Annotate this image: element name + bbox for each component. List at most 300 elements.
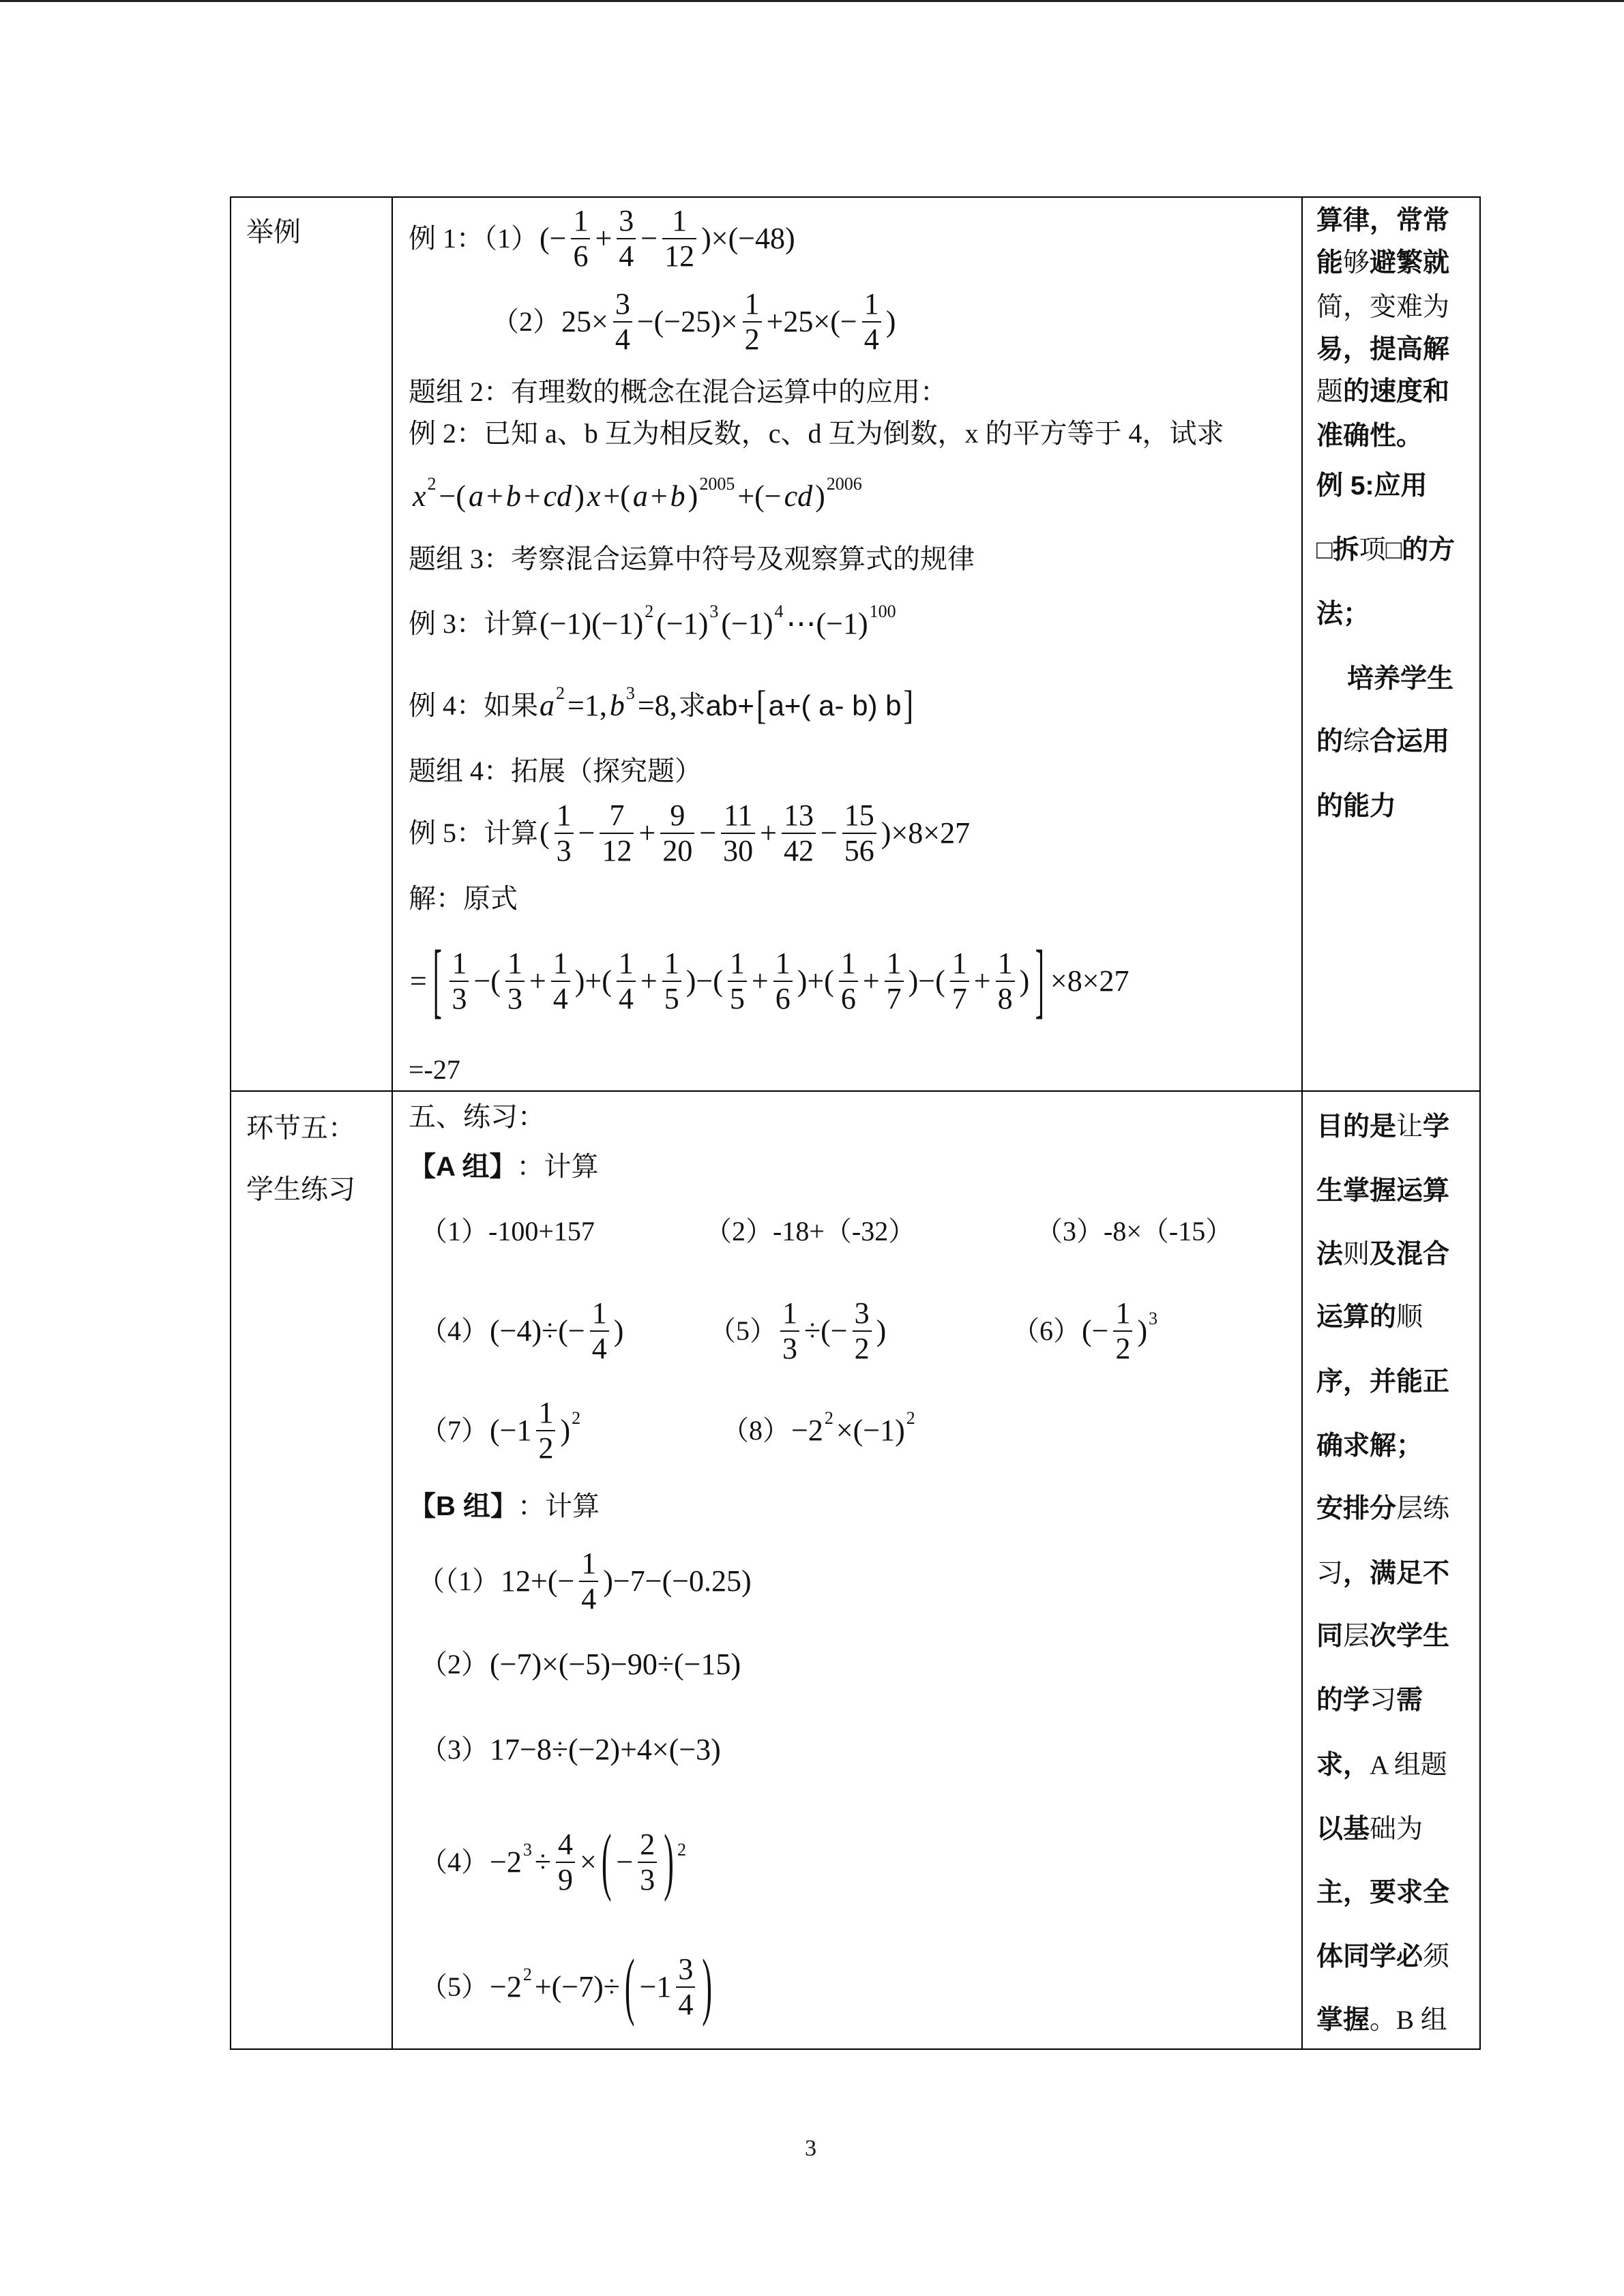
math-text: + [486,479,503,513]
group-2-title [409,377,947,407]
note-text: 算律，常常 [1316,206,1450,235]
note-line [1316,528,1455,567]
math-text-sans: ab+ [705,689,754,721]
note-text: 避繁就 [1370,248,1450,278]
note-text: 的学 [1316,1686,1370,1715]
math-text: )×(−48) [701,221,795,255]
fraction [849,1298,875,1364]
note-text: 求， [1316,1750,1370,1780]
math-variable: cd [543,479,572,513]
math-text: =8, [637,688,677,722]
fraction-denominator: 3 [556,834,572,867]
note-line [1316,1744,1447,1782]
exponent: 2 [427,473,437,494]
large-parenthesis: ) [702,1944,713,2028]
text-run: （4） [420,1315,488,1346]
note-line [1316,1935,1449,1973]
note-text: 综 [1343,727,1370,756]
math-text-sans: a+( a- b) b [768,689,902,721]
note-text: 以基 [1316,1815,1370,1844]
group-4-title [409,756,702,786]
group-a-label: 【A 组】 [409,1152,517,1182]
fraction-denominator: 8 [997,982,1013,1015]
math-text: −2 [791,1413,823,1447]
exercise-a7 [420,1398,582,1463]
fraction-numerator: 1 [552,946,568,980]
text-run: （5） [420,1971,488,2002]
fraction [533,1398,559,1463]
math-text: )−( [685,964,723,998]
solution-result [409,1055,460,1085]
math-text: ×8×27 [1050,964,1130,998]
example-3 [409,601,898,640]
fraction-denominator: 5 [664,982,679,1015]
note-text: 题 [1316,377,1344,406]
note-text: ，满足不 [1343,1559,1450,1588]
note-text: 生掌握运算 [1316,1176,1450,1206]
note-text: 需 [1396,1686,1423,1715]
note-text: 的方 [1402,535,1456,565]
math-text: 12+(− [501,1564,575,1598]
math-text: ÷ [534,1845,551,1879]
note-text: 项 [1359,535,1386,565]
group-a-title [409,1152,599,1182]
fraction [778,801,819,866]
exercise-a1 [420,1217,595,1247]
note-text: 简，变难为 [1316,293,1450,322]
math-text: + [862,964,880,998]
text-run: 例 2：已知 a、b 互为相反数，c、d 互为倒数，x 的平方等于 4，试求 [409,418,1224,449]
fraction-numerator: 1 [863,287,879,320]
math-text: ÷(− [804,1313,848,1347]
exercise-a4 [420,1298,625,1364]
math-text: ) [1137,1313,1148,1347]
note-text: 让 [1396,1112,1423,1142]
fraction [657,801,698,866]
math-text: ) [574,479,585,513]
text-run: （2） [492,306,560,337]
note-line [1316,415,1423,453]
note-text: 学 [1423,1112,1450,1142]
math-text: (−1)(−1) [540,606,644,640]
math-variable: cd [784,479,813,513]
note-line [1316,241,1449,280]
math-text: )+( [797,964,834,998]
fraction-denominator: 3 [782,1332,797,1365]
text-run: 求 [678,689,706,721]
fraction-numerator: 1 [618,946,634,980]
fraction-numerator: 3 [678,1952,694,1986]
fraction [777,1298,803,1364]
exponent: 2 [645,601,654,621]
fraction-denominator: 4 [619,239,634,273]
large-bracket: ] [1035,933,1045,1027]
note-text: 习 [1370,1686,1397,1715]
fraction-numerator: 15 [844,799,874,832]
exponent: 3 [1149,1308,1158,1328]
fraction-denominator: 6 [573,239,589,273]
fraction-numerator: 1 [951,946,967,980]
note-line [1316,1871,1449,1909]
large-bracket: [ [432,933,442,1027]
math-variable: b [609,688,625,722]
solution-label [409,884,518,914]
note-line [1316,286,1449,324]
fraction-denominator: 7 [951,982,967,1015]
fraction [947,946,973,1015]
page-number: 3 [805,2136,816,2161]
math-text: −2 [490,1969,522,2003]
exercise-b4 [420,1819,688,1903]
fraction [567,206,593,271]
math-variable: b [670,479,685,513]
math-text: −( [473,964,501,998]
text-run: =-27 [409,1054,460,1085]
fraction [724,946,750,1015]
math-text: + [751,964,769,998]
fraction-numerator: 1 [886,946,902,980]
row-divider [230,1090,1481,1092]
exercise-b1 [417,1549,753,1614]
math-variable: b [505,479,521,513]
exercise-a5 [709,1298,887,1364]
fraction [992,946,1018,1015]
note-text: 拆 [1332,535,1359,565]
fraction [859,289,885,355]
fraction-numerator: 3 [619,204,634,237]
exponent: 2 [572,1407,581,1428]
row1-section-label: 举例 [246,216,301,248]
fraction [659,946,685,1015]
fraction-denominator: 20 [662,834,693,867]
exponent: 2 [556,683,565,703]
note-text: 运算的 [1316,1302,1397,1332]
exponent: 3 [709,601,719,621]
fraction [770,946,796,1015]
exercise-a3 [1035,1217,1232,1247]
practice-heading [409,1102,545,1132]
fraction-numerator: 11 [723,799,753,832]
fraction-denominator: 3 [640,1863,655,1896]
math-text: + [529,964,546,998]
fraction [613,946,639,1015]
note-text: 合运用 [1370,727,1450,756]
note-text: 例 5:应用 [1316,471,1428,501]
note-line [1316,370,1449,408]
column-divider-1 [392,196,393,2050]
math-text: +( [603,479,630,513]
fraction-denominator: 56 [844,834,874,867]
exponent: 2 [824,1407,833,1428]
example-2-expression [411,473,863,513]
practice-heading-text: 五、练习： [409,1101,545,1132]
exercise-a6 [1012,1298,1159,1364]
large-bracket: ] [903,682,914,728]
fraction-denominator: 12 [602,834,632,867]
page-top-edge [0,0,1624,2]
text-run: 题组 2：有理数的概念在混合运算中的应用： [409,376,947,407]
note-text: 法； [1316,599,1370,629]
text-run: （5） [709,1315,777,1346]
fraction-numerator: 1 [997,946,1013,980]
fraction-denominator: 4 [591,1332,607,1365]
fraction [576,1549,602,1614]
note-text: 序，并能正 [1316,1367,1450,1397]
fraction [613,206,639,271]
fraction-denominator: 7 [886,982,902,1015]
math-text: + [760,816,777,850]
fraction-numerator: 1 [1115,1296,1131,1330]
note-text: 的速度和 [1343,377,1450,406]
text-run: （8） [722,1414,790,1446]
note-line [1316,328,1449,366]
text-run: 例 1：（1） [409,223,538,254]
solution-step-1 [409,933,1131,1027]
note-text: 目的是 [1316,1112,1397,1142]
note-text: 安排分 [1316,1494,1397,1523]
large-parenthesis: ( [624,1944,635,2028]
note-line [1316,464,1428,503]
fraction [587,1298,612,1364]
note-line [1316,199,1449,237]
large-parenthesis: ( [601,1819,612,1903]
math-text: (−7)×(−5)−90÷(−15) [490,1647,741,1681]
note-line [1316,1487,1449,1525]
math-text: −(−25)× [636,304,738,338]
math-text: )−7−(−0.25) [603,1564,752,1598]
fraction [1110,1298,1136,1364]
note-text: 层练 [1396,1494,1450,1523]
math-text: − [640,221,658,255]
fraction-denominator: 2 [744,323,760,356]
math-text: (− [540,221,567,255]
exercise-a2 [705,1217,915,1247]
note-text: 础为 [1370,1815,1423,1844]
math-text: ⋯(−1) [786,606,868,640]
math-text: − [578,816,595,850]
fraction-numerator: 1 [729,946,745,980]
note-line [1316,1169,1449,1208]
note-line [1316,1808,1423,1846]
note-line [1316,785,1396,823]
example-2-statement [409,419,1224,449]
fraction-denominator: 12 [664,239,695,273]
fraction-denominator: 6 [775,982,791,1015]
note-text: 次学生 [1370,1622,1450,1651]
note-line [1316,1679,1423,1717]
fraction-numerator: 1 [538,1396,554,1429]
text-run: 解：原式 [409,883,518,914]
math-text: + [638,816,656,850]
note-line [1316,1615,1449,1653]
math-variable: a [632,479,648,513]
exercise-b2 [420,1648,742,1681]
note-text: 的 [1316,727,1344,756]
fraction [839,801,880,866]
note-text: 。B 组 [1370,2006,1447,2035]
fraction-numerator: 1 [573,204,589,237]
note-text: 同 [1316,1622,1344,1651]
math-text: × [579,1845,597,1879]
text-run: （7） [420,1415,488,1446]
fraction [659,206,700,271]
fraction-numerator: 2 [640,1828,655,1861]
fraction [552,1830,578,1895]
note-text: 准确性。 [1316,421,1423,451]
text-run: 题组 4：拓展（探究题） [409,756,702,786]
text-run: （3）-8×（-15） [1035,1216,1233,1247]
note-line [1316,1233,1449,1271]
exercise-b3 [420,1733,722,1766]
fraction-denominator: 4 [552,982,568,1015]
fraction-numerator: 1 [744,287,760,320]
note-text: □ [1316,535,1333,565]
math-text: − [616,1845,634,1879]
math-text: +(−7)÷ [534,1969,620,2003]
math-text: (− [1082,1313,1109,1347]
math-text: =1, [567,688,607,722]
text-run: （4） [420,1847,488,1877]
text-run: 例 4：如果 [409,689,538,721]
fraction-numerator: 1 [840,946,856,980]
fraction-denominator: 9 [557,1863,573,1896]
group-b-instruction: ：计算 [518,1491,600,1521]
fraction-denominator: 4 [678,1988,694,2021]
fraction-denominator: 4 [863,323,879,356]
fraction [718,801,758,866]
text-run: （1）-100+157 [420,1216,595,1247]
note-text: 习 [1316,1559,1344,1588]
fraction-numerator: 1 [664,946,679,980]
note-text: 够 [1343,248,1370,278]
fraction-denominator: 3 [452,982,467,1015]
math-text: 25× [561,304,608,338]
fraction-denominator: 2 [538,1431,554,1465]
fraction-denominator: 3 [507,982,522,1015]
fraction [634,1830,660,1895]
fraction-denominator: 2 [854,1332,870,1365]
example-5 [409,801,971,866]
text-run: （（1） [417,1566,499,1596]
math-text: )−( [908,964,945,998]
note-text: 确求解； [1316,1431,1423,1461]
exponent: 2 [677,1839,686,1860]
math-text: + [640,964,658,998]
example-1-part-1 [409,206,797,271]
math-text: ( [540,816,550,850]
exponent: 4 [774,601,784,621]
math-text: ) [560,1413,571,1447]
math-text: − [699,816,717,850]
group-b-title [409,1491,600,1521]
fraction-numerator: 1 [507,946,522,980]
fraction-denominator: 42 [783,834,814,867]
note-text: 顺 [1396,1302,1423,1332]
exponent: 2 [522,1964,532,1984]
math-text: ) [876,1313,887,1347]
group-3-title [409,544,975,574]
text-run: （6） [1012,1315,1080,1346]
note-text: 的能力 [1316,792,1397,821]
fraction [548,946,574,1015]
fraction-denominator: 30 [723,834,754,867]
group-b-label: 【B 组】 [409,1491,518,1521]
note-text: A 组题 [1370,1750,1447,1780]
fraction-denominator: 5 [729,982,745,1015]
math-text: −1 [639,1969,672,2003]
fraction-numerator: 1 [556,799,572,832]
large-bracket: [ [756,682,767,728]
fraction-numerator: 1 [672,204,688,237]
fraction-denominator: 2 [1115,1332,1131,1365]
note-text: 须 [1423,1942,1450,1971]
note-text: 能 [1316,248,1344,278]
math-text: −( [439,479,466,513]
group-a-instruction: ：计算 [516,1151,599,1182]
math-text: ) [885,304,896,338]
exponent: 2006 [826,473,862,494]
fraction [596,801,637,866]
math-text: ) [815,479,825,513]
exercise-b5 [420,1944,715,2028]
math-variable: a [469,479,484,513]
math-variable: a [540,688,555,722]
math-text: +(− [737,479,782,513]
exponent: 100 [869,601,896,621]
fraction [551,801,577,866]
math-text: (−1) [721,606,773,640]
fraction [881,946,907,1015]
math-text: )×8×27 [881,816,971,850]
math-variable: x [413,479,426,513]
note-text: 层 [1343,1622,1370,1651]
math-text: ) [1019,964,1030,998]
fraction-numerator: 9 [670,799,685,832]
fraction [836,946,861,1015]
note-line [1316,1360,1449,1399]
text-run: （2）-18+（-32） [705,1216,916,1247]
note-line [1316,720,1449,758]
note-text: □ [1385,535,1402,565]
fraction [446,946,472,1015]
column-divider-2 [1301,196,1303,2050]
note-line [1347,657,1453,696]
fraction [673,1954,698,2020]
note-line [1316,1425,1423,1463]
math-text: + [650,479,668,513]
fraction-denominator: 4 [581,1582,597,1615]
note-line [1316,1296,1423,1334]
text-run: 例 3：计算 [409,608,538,639]
math-text: = [410,964,427,998]
text-run: （3） [420,1733,488,1765]
fraction-numerator: 1 [591,1296,607,1330]
row2-section-label: 环节五： [246,1112,355,1144]
note-line [1316,593,1370,631]
exponent: 3 [625,683,635,703]
fraction-numerator: 1 [782,1296,797,1330]
note-text: 体同学必 [1316,1942,1423,1971]
text-run: （2） [420,1648,488,1680]
fraction [739,289,765,355]
note-text: 掌握 [1316,2006,1370,2035]
fraction-denominator: 4 [618,982,634,1015]
fraction-numerator: 1 [581,1547,597,1580]
note-text: 则 [1343,1240,1370,1269]
note-text: 易，提高解 [1316,335,1450,364]
text-run: 例 5：计算 [409,818,538,848]
math-text: − [820,816,838,850]
